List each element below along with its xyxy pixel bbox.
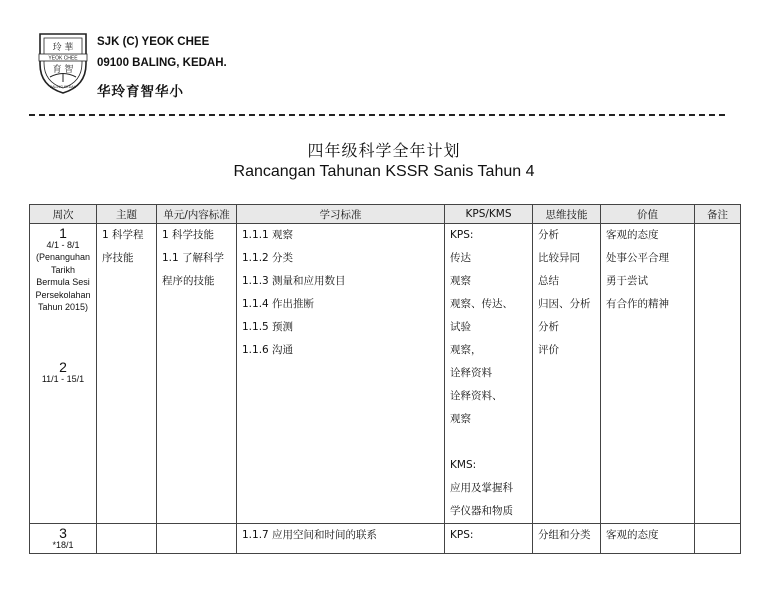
week-note: Tarikh [50, 264, 75, 275]
thinking-line: 评价 [538, 344, 559, 356]
values-cell [601, 524, 695, 554]
table-row [30, 524, 741, 554]
standard-line: 1.1.5 预测 [242, 321, 294, 333]
kps-line: 试验 [450, 321, 471, 333]
column-header: 价值 [601, 205, 695, 224]
school-chinese-name: 华玲育智华小 [97, 84, 184, 100]
column-header: 单元/内容标准 [157, 205, 237, 224]
kps-line: 观察 [450, 275, 471, 287]
standard-line: 1.1.4 作出推断 [242, 298, 315, 310]
column-header: 周次 [30, 205, 97, 224]
thinking-line: 归因、分析 [538, 298, 591, 310]
kps-line: 学仪器和物质 [450, 505, 513, 517]
values-cell [601, 224, 695, 524]
kps-line: 诠释资料 [450, 367, 492, 379]
remarks-cell [695, 524, 741, 554]
standard-line: 1.1.3 测量和应用数目 [242, 275, 346, 287]
kps-line: 传达 [450, 252, 471, 264]
week-number: 1 [59, 225, 67, 241]
document-title-ms: Rancangan Tahunan KSSR Sanis Tahun 4 [233, 163, 535, 180]
week-cell [30, 224, 97, 524]
column-header: 主题 [97, 205, 157, 224]
school-crest-icon [34, 30, 92, 96]
week-note: Persekolahan [35, 289, 91, 300]
document-title-cn: 四年级科学全年计划 [307, 141, 461, 160]
week-date: *18/1 [52, 540, 74, 550]
unit-cell [157, 524, 237, 554]
thinking-line: 分组和分类 [538, 529, 591, 541]
thinking-line: 总结 [538, 275, 559, 287]
week-note: Tahun 2015) [37, 302, 89, 312]
standard-line: 1.1.1 观察 [242, 229, 294, 241]
standard-line: 1.1.6 沟通 [242, 344, 294, 356]
value-line: 客观的态度 [606, 529, 659, 541]
logo-bottom-text: 育 智 [52, 65, 74, 75]
value-line: 处事公平合理 [606, 252, 669, 264]
kps-line: 观察 [450, 413, 471, 425]
unit-line: 1.1 了解科学 [162, 252, 225, 264]
value-line: 勇于尝试 [606, 275, 648, 287]
logo-top-text: 玲 華 [52, 43, 74, 53]
yearly-plan-table [29, 204, 741, 554]
column-header: 学习标准 [237, 205, 445, 224]
school-address: 09100 BALING, KEDAH. [97, 57, 227, 69]
week-date: 11/1 - 15/1 [41, 373, 85, 384]
kps-cell [445, 524, 533, 554]
logo-motto-text: BALING KEDAH [49, 85, 77, 89]
theme-cell [97, 524, 157, 554]
remarks-cell [695, 224, 741, 524]
value-line: 有合作的精神 [606, 298, 669, 310]
kps-line: KPS: [450, 529, 474, 541]
week-note: (Penanguhan [35, 252, 91, 262]
unit-line: 程序的技能 [162, 275, 215, 287]
thinking-cell [533, 224, 601, 524]
theme-line: 序技能 [102, 252, 134, 264]
week-note: Bermula Sesi [36, 277, 90, 287]
school-name: SJK (C) YEOK CHEE [97, 36, 210, 48]
week-number: 3 [59, 525, 67, 541]
kps-line: KMS: [450, 459, 477, 471]
standard-line: 1.1.2 分类 [242, 252, 294, 264]
column-header: KPS/KMS [445, 205, 533, 224]
thinking-line: 分析 [538, 229, 559, 241]
unit-line: 1 科学技能 [162, 229, 215, 241]
kps-cell [445, 224, 533, 524]
standards-cell [237, 224, 445, 524]
kps-line: 观察、传达、 [450, 298, 513, 310]
thinking-cell [533, 524, 601, 554]
logo-ribbon-text: YEOK CHEE [48, 55, 78, 62]
kps-line: KPS: [450, 229, 474, 241]
theme-line: 1 科学程 [102, 229, 144, 241]
column-header: 备注 [695, 205, 741, 224]
kps-line: 诠释资料、 [450, 390, 503, 402]
table-header-row [30, 205, 741, 224]
kps-line [445, 431, 532, 454]
header-divider [29, 114, 725, 116]
value-line: 客观的态度 [606, 229, 659, 241]
unit-cell [157, 224, 237, 524]
week-date: 4/1 - 8/1 [46, 240, 80, 250]
table-row [30, 224, 741, 524]
week-number: 2 [59, 358, 67, 375]
standards-cell [237, 524, 445, 554]
standard-line: 1.1.7 应用空间和时间的联系 [242, 529, 378, 541]
thinking-line: 比较异同 [538, 252, 580, 264]
theme-cell [97, 224, 157, 524]
kps-line: 应用及掌握科 [450, 482, 513, 494]
column-header: 思维技能 [533, 205, 601, 224]
kps-line: 观察， [450, 344, 482, 356]
thinking-line: 分析 [538, 321, 559, 333]
week-cell [30, 524, 97, 554]
